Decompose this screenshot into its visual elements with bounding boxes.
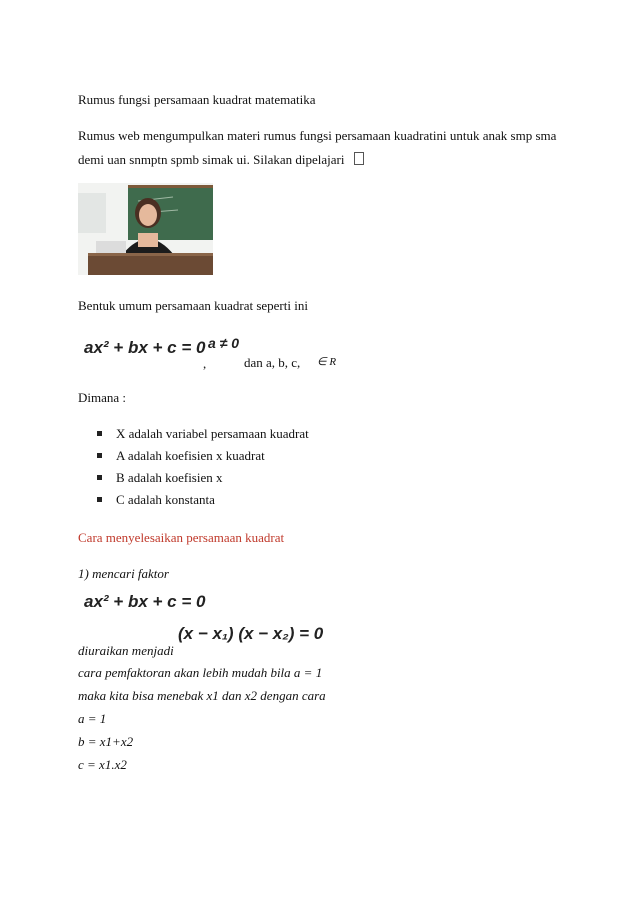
bullet-icon	[97, 431, 102, 436]
equation-b: b = x1+x2	[78, 734, 134, 749]
explanation-line-1: cara pemfaktoran akan lebih mudah bila a = 1	[78, 665, 323, 680]
equation-c: c = x1.x2	[78, 757, 127, 772]
section-heading: Cara menyelesaikan persamaan kuadrat	[78, 530, 285, 545]
formula-condition: a ≠ 0	[208, 335, 240, 351]
factored-formula: (x − x₁) (x − x₂) = 0	[178, 624, 324, 643]
bentuk-umum-text: Bentuk umum persamaan kuadrat seperti ini	[78, 298, 308, 313]
formula-element-of: ∈ R	[317, 356, 337, 368]
intro-line-1: Rumus web mengumpulkan materi rumus fungsi persamaan kuadratini untuk anak smp sma	[78, 128, 557, 143]
missing-glyph-icon	[354, 152, 364, 165]
list-item-text: X adalah variabel persamaan kuadrat	[116, 426, 309, 441]
bullet-icon	[97, 453, 102, 458]
equation-a: a = 1	[78, 711, 107, 726]
teacher-photo-illustration	[78, 183, 213, 275]
step-formula: ax² + bx + c = 0	[84, 592, 206, 611]
intro-line-2	[78, 152, 364, 168]
list-item-text: A adalah koefisien x kuadrat	[116, 448, 265, 463]
bullet-icon	[97, 497, 102, 502]
general-formula: ax² + bx + c = 0	[84, 338, 206, 357]
bullet-icon	[97, 475, 102, 480]
dimana-label: Dimana :	[78, 390, 127, 405]
teacher-photo	[78, 183, 213, 275]
diuraikan-text: diuraikan menjadi	[78, 643, 174, 658]
explanation-line-2: maka kita bisa menebak x1 dan x2 dengan cara	[78, 688, 326, 703]
list-item-text: C adalah konstanta	[116, 492, 215, 507]
step-1-label: 1) mencari faktor	[78, 566, 169, 581]
formula-separator: ,	[203, 356, 207, 371]
formula-domain-text: dan a, b, c,	[244, 355, 301, 370]
page-title: Rumus fungsi persamaan kuadrat matematika	[78, 92, 316, 107]
intro-line-2-text: demi uan snmptn spmb simak ui. Silakan dipelajari	[78, 152, 345, 167]
list-item-text: B adalah koefisien x	[116, 470, 223, 485]
